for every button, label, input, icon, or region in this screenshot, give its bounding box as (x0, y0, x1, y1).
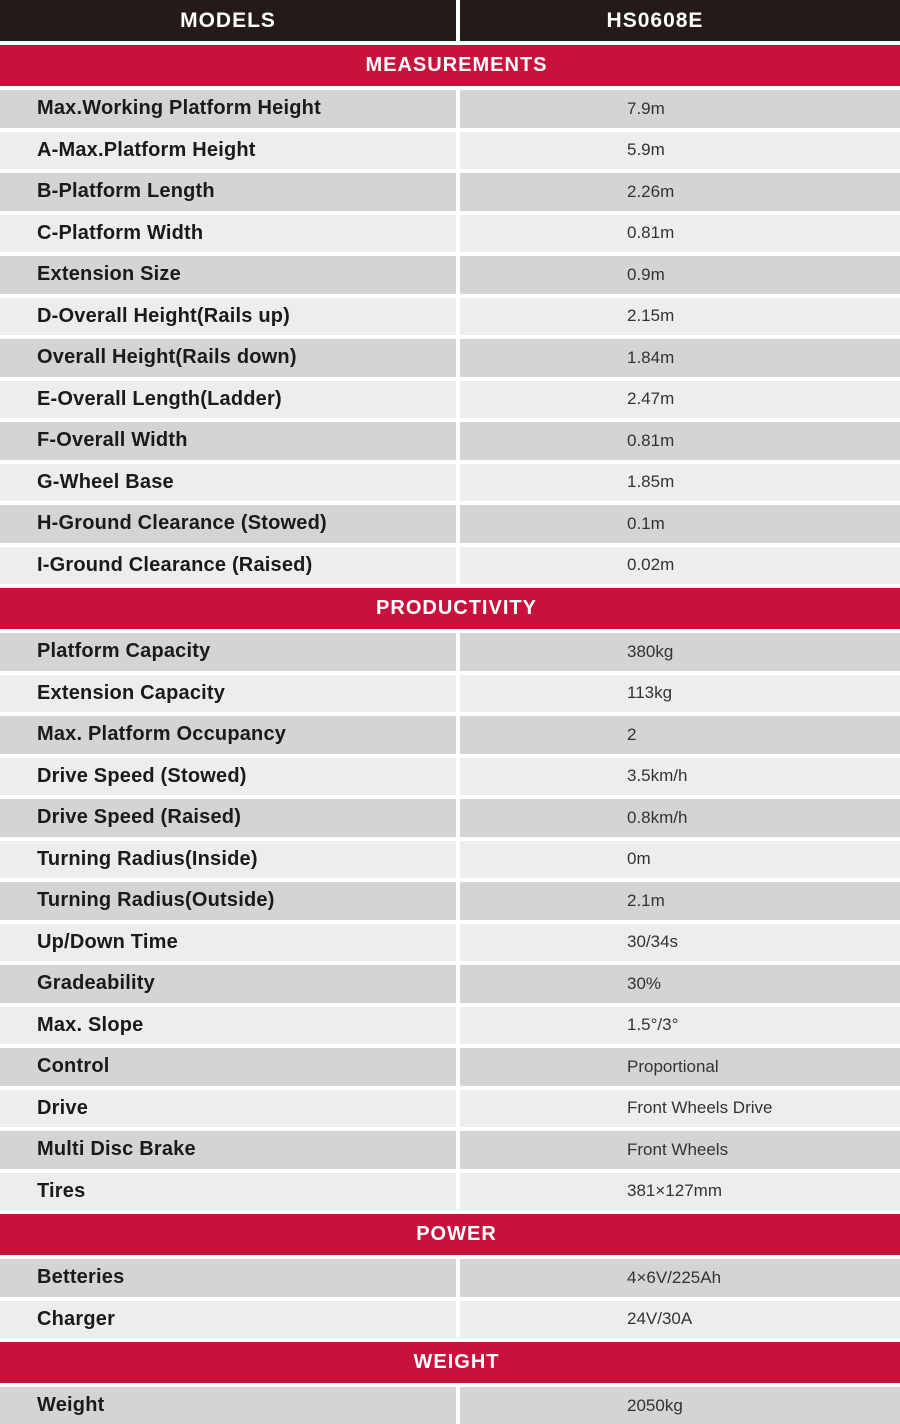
spec-value: 0.81m (460, 215, 900, 253)
spec-row (0, 547, 900, 585)
spec-value: 0.9m (460, 256, 900, 294)
spec-row (0, 256, 900, 294)
spec-label: Max. Slope (0, 1007, 456, 1045)
spec-row (0, 882, 900, 920)
spec-value: 4×6V/225Ah (460, 1259, 900, 1297)
spec-label: H-Ground Clearance (Stowed) (0, 505, 456, 543)
spec-row (0, 675, 900, 713)
spec-label: Multi Disc Brake (0, 1131, 456, 1169)
spec-row (0, 132, 900, 170)
spec-label: Charger (0, 1301, 456, 1339)
spec-value: 380kg (460, 633, 900, 671)
spec-row (0, 173, 900, 211)
spec-label: Gradeability (0, 965, 456, 1003)
spec-label: Control (0, 1048, 456, 1086)
spec-row (0, 924, 900, 962)
spec-label: G-Wheel Base (0, 464, 456, 502)
spec-label: Max. Platform Occupancy (0, 716, 456, 754)
spec-label: Up/Down Time (0, 924, 456, 962)
spec-value: 2050kg (460, 1387, 900, 1424)
spec-value: 1.85m (460, 464, 900, 502)
spec-label: B-Platform Length (0, 173, 456, 211)
spec-value: Proportional (460, 1048, 900, 1086)
models-header-cell: MODELS (0, 0, 456, 41)
spec-row (0, 1259, 900, 1297)
spec-label: Drive Speed (Stowed) (0, 758, 456, 796)
spec-value: Front Wheels Drive (460, 1090, 900, 1128)
spec-value: 113kg (460, 675, 900, 713)
spec-row (0, 758, 900, 796)
spec-value: 2.47m (460, 381, 900, 419)
spec-row (0, 1090, 900, 1128)
section-band-weight: WEIGHT (0, 1342, 900, 1383)
spec-label: E-Overall Length(Ladder) (0, 381, 456, 419)
section-band-productivity: PRODUCTIVITY (0, 588, 900, 629)
spec-label: Overall Height(Rails down) (0, 339, 456, 377)
spec-label: Platform Capacity (0, 633, 456, 671)
spec-row (0, 716, 900, 754)
spec-label: Betteries (0, 1259, 456, 1297)
spec-label: Drive Speed (Raised) (0, 799, 456, 837)
spec-label: Turning Radius(Inside) (0, 841, 456, 879)
spec-row (0, 381, 900, 419)
model-header-row (0, 0, 900, 41)
spec-row (0, 1301, 900, 1339)
spec-row (0, 464, 900, 502)
spec-value: 30/34s (460, 924, 900, 962)
spec-row (0, 633, 900, 671)
spec-label: A-Max.Platform Height (0, 132, 456, 170)
spec-label: Weight (0, 1387, 456, 1424)
spec-value: 0.81m (460, 422, 900, 460)
spec-row (0, 1131, 900, 1169)
spec-value: 1.5°/3° (460, 1007, 900, 1045)
spec-value: 24V/30A (460, 1301, 900, 1339)
model-value-cell: HS0608E (460, 0, 900, 41)
spec-row (0, 799, 900, 837)
spec-label: Extension Capacity (0, 675, 456, 713)
spec-value: 3.5km/h (460, 758, 900, 796)
section-band-measurements: MEASUREMENTS (0, 45, 900, 86)
spec-label: I-Ground Clearance (Raised) (0, 547, 456, 585)
spec-value: 381×127mm (460, 1173, 900, 1211)
spec-value: 2 (460, 716, 900, 754)
spec-value: 2.26m (460, 173, 900, 211)
spec-label: Turning Radius(Outside) (0, 882, 456, 920)
spec-value: 2.1m (460, 882, 900, 920)
spec-row (0, 1007, 900, 1045)
spec-row (0, 1048, 900, 1086)
spec-label: D-Overall Height(Rails up) (0, 298, 456, 336)
spec-value: 5.9m (460, 132, 900, 170)
spec-label: Drive (0, 1090, 456, 1128)
spec-row (0, 90, 900, 128)
spec-value: 7.9m (460, 90, 900, 128)
spec-value: 0.8km/h (460, 799, 900, 837)
spec-row (0, 215, 900, 253)
spec-row (0, 505, 900, 543)
spec-value: 2.15m (460, 298, 900, 336)
spec-label: Tires (0, 1173, 456, 1211)
spec-value: 30% (460, 965, 900, 1003)
spec-row (0, 1387, 900, 1424)
spec-row (0, 841, 900, 879)
spec-row (0, 298, 900, 336)
spec-value: Front Wheels (460, 1131, 900, 1169)
spec-value: 0.02m (460, 547, 900, 585)
spec-row (0, 422, 900, 460)
spec-label: C-Platform Width (0, 215, 456, 253)
spec-value: 0m (460, 841, 900, 879)
spec-row (0, 965, 900, 1003)
spec-value: 0.1m (460, 505, 900, 543)
spec-row (0, 339, 900, 377)
section-band-power: POWER (0, 1214, 900, 1255)
spec-row (0, 1173, 900, 1211)
spec-value: 1.84m (460, 339, 900, 377)
spec-label: F-Overall Width (0, 422, 456, 460)
spec-label: Extension Size (0, 256, 456, 294)
spec-label: Max.Working Platform Height (0, 90, 456, 128)
